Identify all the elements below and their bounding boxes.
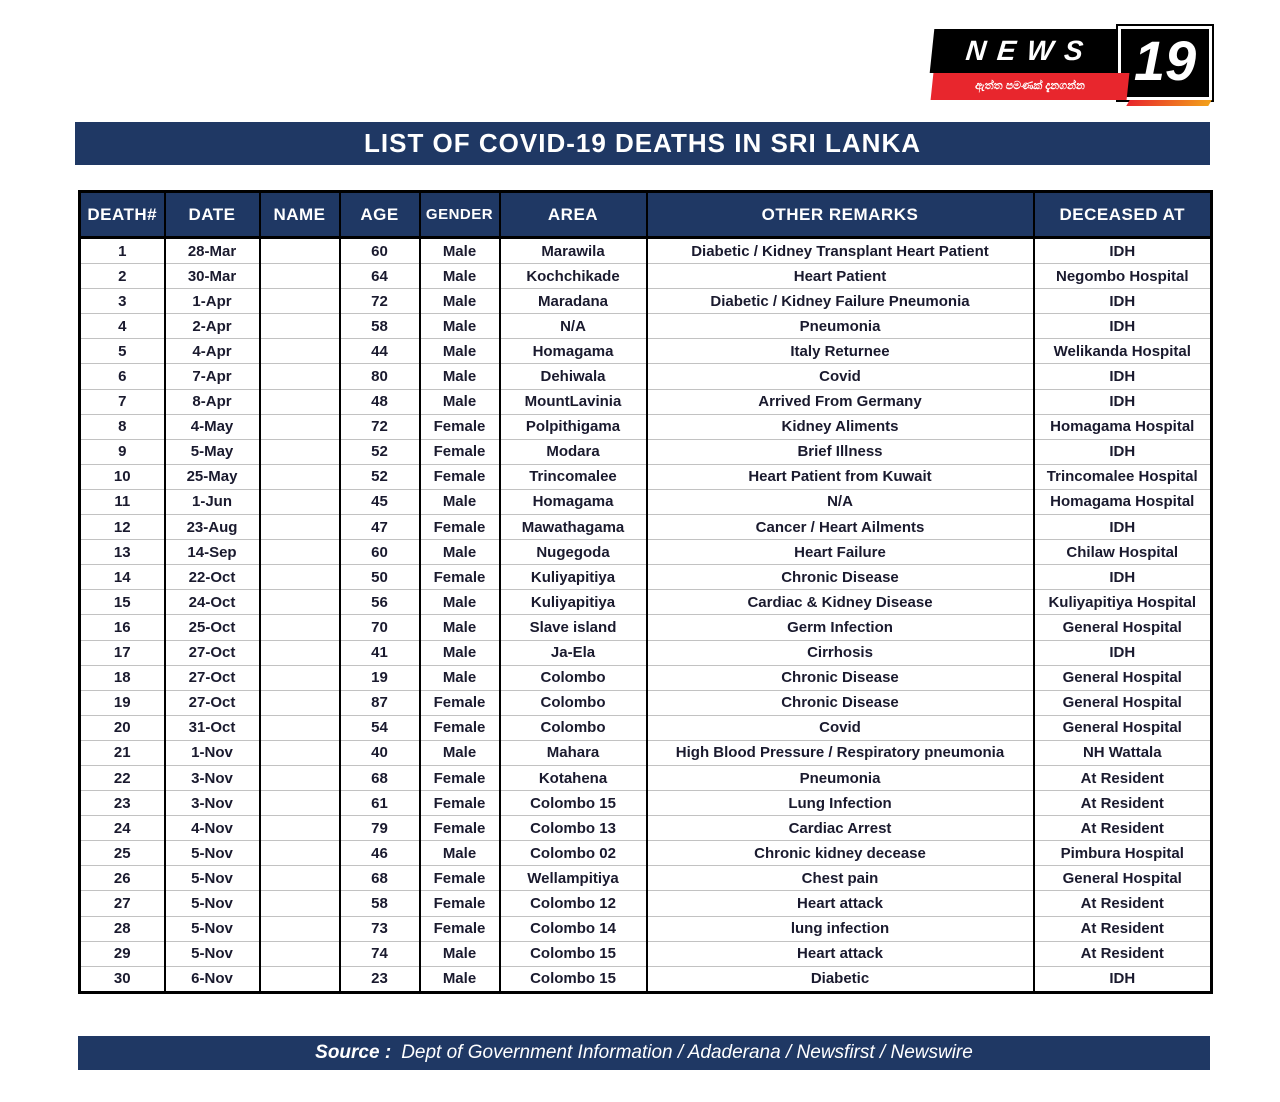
cell-name <box>260 690 340 715</box>
cell-other-remarks: Kidney Aliments <box>647 414 1034 439</box>
cell-age: 40 <box>340 740 420 765</box>
table-row <box>80 640 1212 665</box>
cell-gender: Female <box>420 891 500 916</box>
cell-other-remarks: Lung Infection <box>647 791 1034 816</box>
cell-area: Colombo <box>500 665 647 690</box>
table-row <box>80 590 1212 615</box>
cell-other-remarks: lung infection <box>647 916 1034 941</box>
cell-death-number: 28 <box>80 916 165 941</box>
cell-area: Colombo 13 <box>500 816 647 841</box>
cell-area: Kuliyapitiya <box>500 565 647 590</box>
cell-gender: Male <box>420 665 500 690</box>
table-row <box>80 314 1212 339</box>
cell-death-number: 4 <box>80 314 165 339</box>
cell-date: 25-May <box>165 464 260 489</box>
cell-date: 4-Apr <box>165 339 260 364</box>
cell-name <box>260 540 340 565</box>
title-bar <box>75 122 1210 165</box>
table-row <box>80 916 1212 941</box>
cell-gender: Female <box>420 515 500 540</box>
cell-date: 7-Apr <box>165 364 260 389</box>
cell-name <box>260 489 340 514</box>
cell-date: 5-Nov <box>165 941 260 966</box>
cell-age: 60 <box>340 540 420 565</box>
cell-name <box>260 891 340 916</box>
cell-death-number: 11 <box>80 489 165 514</box>
cell-other-remarks: Chest pain <box>647 866 1034 891</box>
cell-area: Polpithigama <box>500 414 647 439</box>
cell-age: 60 <box>340 238 420 264</box>
cell-other-remarks: Diabetic / Kidney Failure Pneumonia <box>647 289 1034 314</box>
cell-age: 41 <box>340 640 420 665</box>
cell-name <box>260 866 340 891</box>
cell-deceased-at: IDH <box>1034 238 1212 264</box>
cell-area: Modara <box>500 439 647 464</box>
cell-death-number: 25 <box>80 841 165 866</box>
cell-area: Slave island <box>500 615 647 640</box>
cell-deceased-at: At Resident <box>1034 765 1212 790</box>
cell-deceased-at: Homagama Hospital <box>1034 414 1212 439</box>
cell-date: 1-Jun <box>165 489 260 514</box>
table-row <box>80 791 1212 816</box>
cell-age: 68 <box>340 866 420 891</box>
cell-other-remarks: Pneumonia <box>647 314 1034 339</box>
cell-death-number: 8 <box>80 414 165 439</box>
cell-area: N/A <box>500 314 647 339</box>
table-row <box>80 891 1212 916</box>
cell-death-number: 23 <box>80 791 165 816</box>
cell-age: 50 <box>340 565 420 590</box>
cell-gender: Male <box>420 264 500 289</box>
cell-other-remarks: Covid <box>647 715 1034 740</box>
cell-area: Colombo 15 <box>500 941 647 966</box>
cell-gender: Male <box>420 615 500 640</box>
cell-area: Homagama <box>500 339 647 364</box>
cell-date: 2-Apr <box>165 314 260 339</box>
cell-deceased-at: IDH <box>1034 439 1212 464</box>
cell-gender: Female <box>420 464 500 489</box>
column-header-area: AREA <box>500 192 647 238</box>
cell-death-number: 16 <box>80 615 165 640</box>
cell-date: 4-May <box>165 414 260 439</box>
cell-name <box>260 590 340 615</box>
cell-death-number: 3 <box>80 289 165 314</box>
cell-area: Colombo 12 <box>500 891 647 916</box>
cell-other-remarks: Heart Patient <box>647 264 1034 289</box>
cell-other-remarks: Germ Infection <box>647 615 1034 640</box>
cell-other-remarks: Cirrhosis <box>647 640 1034 665</box>
cell-age: 79 <box>340 816 420 841</box>
cell-name <box>260 464 340 489</box>
cell-death-number: 12 <box>80 515 165 540</box>
cell-age: 52 <box>340 439 420 464</box>
table-row <box>80 364 1212 389</box>
cell-name <box>260 314 340 339</box>
cell-deceased-at: General Hospital <box>1034 866 1212 891</box>
cell-other-remarks: N/A <box>647 489 1034 514</box>
cell-age: 58 <box>340 314 420 339</box>
cell-date: 27-Oct <box>165 640 260 665</box>
cell-date: 5-Nov <box>165 891 260 916</box>
cell-death-number: 18 <box>80 665 165 690</box>
cell-other-remarks: Chronic Disease <box>647 665 1034 690</box>
table-row <box>80 816 1212 841</box>
cell-other-remarks: Heart attack <box>647 941 1034 966</box>
table-row <box>80 389 1212 414</box>
cell-age: 70 <box>340 615 420 640</box>
cell-area: Colombo 02 <box>500 841 647 866</box>
cell-age: 73 <box>340 916 420 941</box>
cell-date: 4-Nov <box>165 816 260 841</box>
cell-death-number: 5 <box>80 339 165 364</box>
cell-name <box>260 615 340 640</box>
cell-date: 6-Nov <box>165 966 260 992</box>
cell-date: 27-Oct <box>165 690 260 715</box>
table-row <box>80 841 1212 866</box>
cell-other-remarks: Diabetic / Kidney Transplant Heart Patient <box>647 238 1034 264</box>
cell-area: Wellampitiya <box>500 866 647 891</box>
cell-death-number: 15 <box>80 590 165 615</box>
cell-date: 28-Mar <box>165 238 260 264</box>
cell-area: Colombo <box>500 715 647 740</box>
cell-age: 52 <box>340 464 420 489</box>
cell-death-number: 22 <box>80 765 165 790</box>
cell-gender: Male <box>420 841 500 866</box>
cell-deceased-at: At Resident <box>1034 816 1212 841</box>
cell-area: Mahara <box>500 740 647 765</box>
cell-area: Colombo 14 <box>500 916 647 941</box>
cell-age: 72 <box>340 414 420 439</box>
cell-name <box>260 389 340 414</box>
cell-deceased-at: At Resident <box>1034 916 1212 941</box>
cell-name <box>260 740 340 765</box>
cell-gender: Male <box>420 640 500 665</box>
cell-age: 19 <box>340 665 420 690</box>
cell-gender: Male <box>420 740 500 765</box>
logo-accent-stripe <box>1126 100 1211 106</box>
cell-death-number: 20 <box>80 715 165 740</box>
table-header-row <box>80 192 1212 238</box>
cell-death-number: 17 <box>80 640 165 665</box>
cell-death-number: 9 <box>80 439 165 464</box>
cell-other-remarks: Heart attack <box>647 891 1034 916</box>
cell-date: 5-Nov <box>165 841 260 866</box>
table-row <box>80 289 1212 314</box>
cell-deceased-at: Welikanda Hospital <box>1034 339 1212 364</box>
cell-date: 8-Apr <box>165 389 260 414</box>
logo-19-badge: 19 <box>1118 26 1212 100</box>
cell-deceased-at: At Resident <box>1034 791 1212 816</box>
table-row <box>80 715 1212 740</box>
cell-gender: Male <box>420 339 500 364</box>
cell-other-remarks: Pneumonia <box>647 765 1034 790</box>
cell-other-remarks: Brief Illness <box>647 439 1034 464</box>
table-row <box>80 765 1212 790</box>
table-row <box>80 565 1212 590</box>
cell-area: Homagama <box>500 489 647 514</box>
table-row <box>80 515 1212 540</box>
cell-gender: Male <box>420 489 500 514</box>
cell-deceased-at: Pimbura Hospital <box>1034 841 1212 866</box>
cell-gender: Male <box>420 389 500 414</box>
cell-deceased-at: General Hospital <box>1034 715 1212 740</box>
cell-area: Kochchikade <box>500 264 647 289</box>
cell-gender: Male <box>420 590 500 615</box>
cell-deceased-at: Homagama Hospital <box>1034 489 1212 514</box>
cell-age: 58 <box>340 891 420 916</box>
cell-age: 23 <box>340 966 420 992</box>
table-row <box>80 690 1212 715</box>
cell-area: Colombo <box>500 690 647 715</box>
cell-gender: Male <box>420 314 500 339</box>
cell-area: Marawila <box>500 238 647 264</box>
cell-name <box>260 565 340 590</box>
cell-death-number: 2 <box>80 264 165 289</box>
cell-age: 56 <box>340 590 420 615</box>
cell-date: 31-Oct <box>165 715 260 740</box>
cell-age: 48 <box>340 389 420 414</box>
cell-date: 5-Nov <box>165 866 260 891</box>
cell-age: 47 <box>340 515 420 540</box>
cell-other-remarks: Diabetic <box>647 966 1034 992</box>
cell-death-number: 30 <box>80 966 165 992</box>
cell-deceased-at: Kuliyapitiya Hospital <box>1034 590 1212 615</box>
page-title: LIST OF COVID-19 DEATHS IN SRI LANKA <box>364 128 921 158</box>
cell-deceased-at: IDH <box>1034 640 1212 665</box>
cell-name <box>260 289 340 314</box>
cell-deceased-at: At Resident <box>1034 891 1212 916</box>
cell-date: 22-Oct <box>165 565 260 590</box>
cell-gender: Female <box>420 414 500 439</box>
cell-area: Maradana <box>500 289 647 314</box>
cell-area: Kuliyapitiya <box>500 590 647 615</box>
cell-area: Kotahena <box>500 765 647 790</box>
source-label: Source : <box>315 1042 392 1063</box>
cell-death-number: 14 <box>80 565 165 590</box>
cell-deceased-at: IDH <box>1034 515 1212 540</box>
table-row <box>80 264 1212 289</box>
cell-deceased-at: NH Wattala <box>1034 740 1212 765</box>
cell-gender: Female <box>420 816 500 841</box>
cell-deceased-at: IDH <box>1034 966 1212 992</box>
table-row <box>80 740 1212 765</box>
cell-area: MountLavinia <box>500 389 647 414</box>
cell-gender: Female <box>420 439 500 464</box>
cell-other-remarks: Chronic kidney decease <box>647 841 1034 866</box>
cell-date: 3-Nov <box>165 765 260 790</box>
cell-deceased-at: IDH <box>1034 389 1212 414</box>
cell-death-number: 21 <box>80 740 165 765</box>
cell-area: Trincomalee <box>500 464 647 489</box>
cell-gender: Female <box>420 715 500 740</box>
cell-death-number: 27 <box>80 891 165 916</box>
cell-date: 30-Mar <box>165 264 260 289</box>
cell-name <box>260 816 340 841</box>
cell-area: Colombo 15 <box>500 966 647 992</box>
cell-gender: Female <box>420 690 500 715</box>
cell-area: Ja-Ela <box>500 640 647 665</box>
cell-death-number: 13 <box>80 540 165 565</box>
cell-other-remarks: Cancer / Heart Ailments <box>647 515 1034 540</box>
cell-name <box>260 439 340 464</box>
cell-death-number: 26 <box>80 866 165 891</box>
table-row <box>80 866 1212 891</box>
cell-gender: Female <box>420 916 500 941</box>
cell-age: 64 <box>340 264 420 289</box>
column-header-name: NAME <box>260 192 340 238</box>
cell-gender: Female <box>420 565 500 590</box>
cell-gender: Female <box>420 765 500 790</box>
cell-name <box>260 364 340 389</box>
cell-other-remarks: Covid <box>647 364 1034 389</box>
cell-age: 87 <box>340 690 420 715</box>
table-row <box>80 966 1212 992</box>
cell-other-remarks: Cardiac & Kidney Disease <box>647 590 1034 615</box>
cell-area: Mawathagama <box>500 515 647 540</box>
cell-deceased-at: Negombo Hospital <box>1034 264 1212 289</box>
cell-date: 23-Aug <box>165 515 260 540</box>
cell-date: 25-Oct <box>165 615 260 640</box>
cell-name <box>260 414 340 439</box>
cell-other-remarks: Chronic Disease <box>647 565 1034 590</box>
column-header-date: DATE <box>165 192 260 238</box>
cell-other-remarks: Italy Returnee <box>647 339 1034 364</box>
table-row <box>80 339 1212 364</box>
cell-gender: Female <box>420 866 500 891</box>
cell-gender: Male <box>420 941 500 966</box>
cell-date: 3-Nov <box>165 791 260 816</box>
cell-gender: Male <box>420 238 500 264</box>
column-header-death-: DEATH# <box>80 192 165 238</box>
cell-name <box>260 515 340 540</box>
cell-other-remarks: High Blood Pressure / Respiratory pneumonia <box>647 740 1034 765</box>
table-row <box>80 439 1212 464</box>
cell-name <box>260 841 340 866</box>
table-row <box>80 941 1212 966</box>
table-row <box>80 464 1212 489</box>
cell-deceased-at: General Hospital <box>1034 690 1212 715</box>
cell-date: 24-Oct <box>165 590 260 615</box>
cell-age: 61 <box>340 791 420 816</box>
source-text: Dept of Government Information / Adaderana / Newsfirst / Newswire <box>401 1042 973 1063</box>
cell-area: Colombo 15 <box>500 791 647 816</box>
cell-death-number: 6 <box>80 364 165 389</box>
cell-death-number: 7 <box>80 389 165 414</box>
table-row <box>80 665 1212 690</box>
cell-other-remarks: Arrived From Germany <box>647 389 1034 414</box>
table-row <box>80 615 1212 640</box>
cell-age: 68 <box>340 765 420 790</box>
cell-name <box>260 339 340 364</box>
column-header-other-remarks: OTHER REMARKS <box>647 192 1034 238</box>
cell-age: 80 <box>340 364 420 389</box>
cell-death-number: 1 <box>118 242 127 260</box>
table-row <box>80 540 1212 565</box>
cell-other-remarks: Heart Patient from Kuwait <box>647 464 1034 489</box>
cell-deceased-at: IDH <box>1034 364 1212 389</box>
cell-date: 1-Nov <box>165 740 260 765</box>
cell-name <box>260 238 340 264</box>
cell-deceased-at: IDH <box>1034 314 1212 339</box>
cell-date: 1-Apr <box>165 289 260 314</box>
news19-logo <box>932 26 1214 106</box>
cell-name <box>260 765 340 790</box>
cell-death-number: 19 <box>80 690 165 715</box>
cell-date: 27-Oct <box>165 665 260 690</box>
cell-deceased-at: General Hospital <box>1034 665 1212 690</box>
cell-other-remarks: Cardiac Arrest <box>647 816 1034 841</box>
cell-death-number: 29 <box>80 941 165 966</box>
cell-date: 5-May <box>165 439 260 464</box>
cell-age: 46 <box>340 841 420 866</box>
cell-gender: Male <box>420 289 500 314</box>
cell-name <box>260 966 340 992</box>
cell-date: 5-Nov <box>165 916 260 941</box>
column-header-deceased-at: DECEASED AT <box>1034 192 1212 238</box>
logo-news-text: NEWS <box>930 29 1131 73</box>
cell-deceased-at: At Resident <box>1034 941 1212 966</box>
cell-area: Dehiwala <box>500 364 647 389</box>
column-header-gender: GENDER <box>420 192 500 238</box>
cell-other-remarks: Heart Failure <box>647 540 1034 565</box>
cell-age: 72 <box>340 289 420 314</box>
covid-deaths-table <box>78 190 1213 994</box>
cell-death-number: 10 <box>80 464 165 489</box>
cell-gender: Female <box>420 791 500 816</box>
cell-gender: Male <box>420 364 500 389</box>
cell-age: 44 <box>340 339 420 364</box>
cell-deceased-at: IDH <box>1034 565 1212 590</box>
cell-deceased-at: Chilaw Hospital <box>1034 540 1212 565</box>
source-bar <box>78 1036 1210 1070</box>
cell-name <box>260 916 340 941</box>
cell-deceased-at: General Hospital <box>1034 615 1212 640</box>
cell-other-remarks: Chronic Disease <box>647 690 1034 715</box>
table-row <box>80 238 1212 264</box>
cell-date: 14-Sep <box>165 540 260 565</box>
column-header-age: AGE <box>340 192 420 238</box>
cell-death-number: 24 <box>80 816 165 841</box>
cell-name <box>260 715 340 740</box>
cell-name <box>260 264 340 289</box>
cell-deceased-at: Trincomalee Hospital <box>1034 464 1212 489</box>
cell-area: Nugegoda <box>500 540 647 565</box>
cell-age: 45 <box>340 489 420 514</box>
cell-name <box>260 941 340 966</box>
logo-tagline: ඇත්ත පමණක් දැනගන්න <box>931 73 1130 100</box>
cell-gender: Male <box>420 966 500 992</box>
cell-age: 54 <box>340 715 420 740</box>
cell-gender: Male <box>420 540 500 565</box>
table-row <box>80 489 1212 514</box>
cell-deceased-at: IDH <box>1034 289 1212 314</box>
cell-name <box>260 640 340 665</box>
cell-age: 74 <box>340 941 420 966</box>
table-row <box>80 414 1212 439</box>
cell-name <box>260 665 340 690</box>
cell-name <box>260 791 340 816</box>
